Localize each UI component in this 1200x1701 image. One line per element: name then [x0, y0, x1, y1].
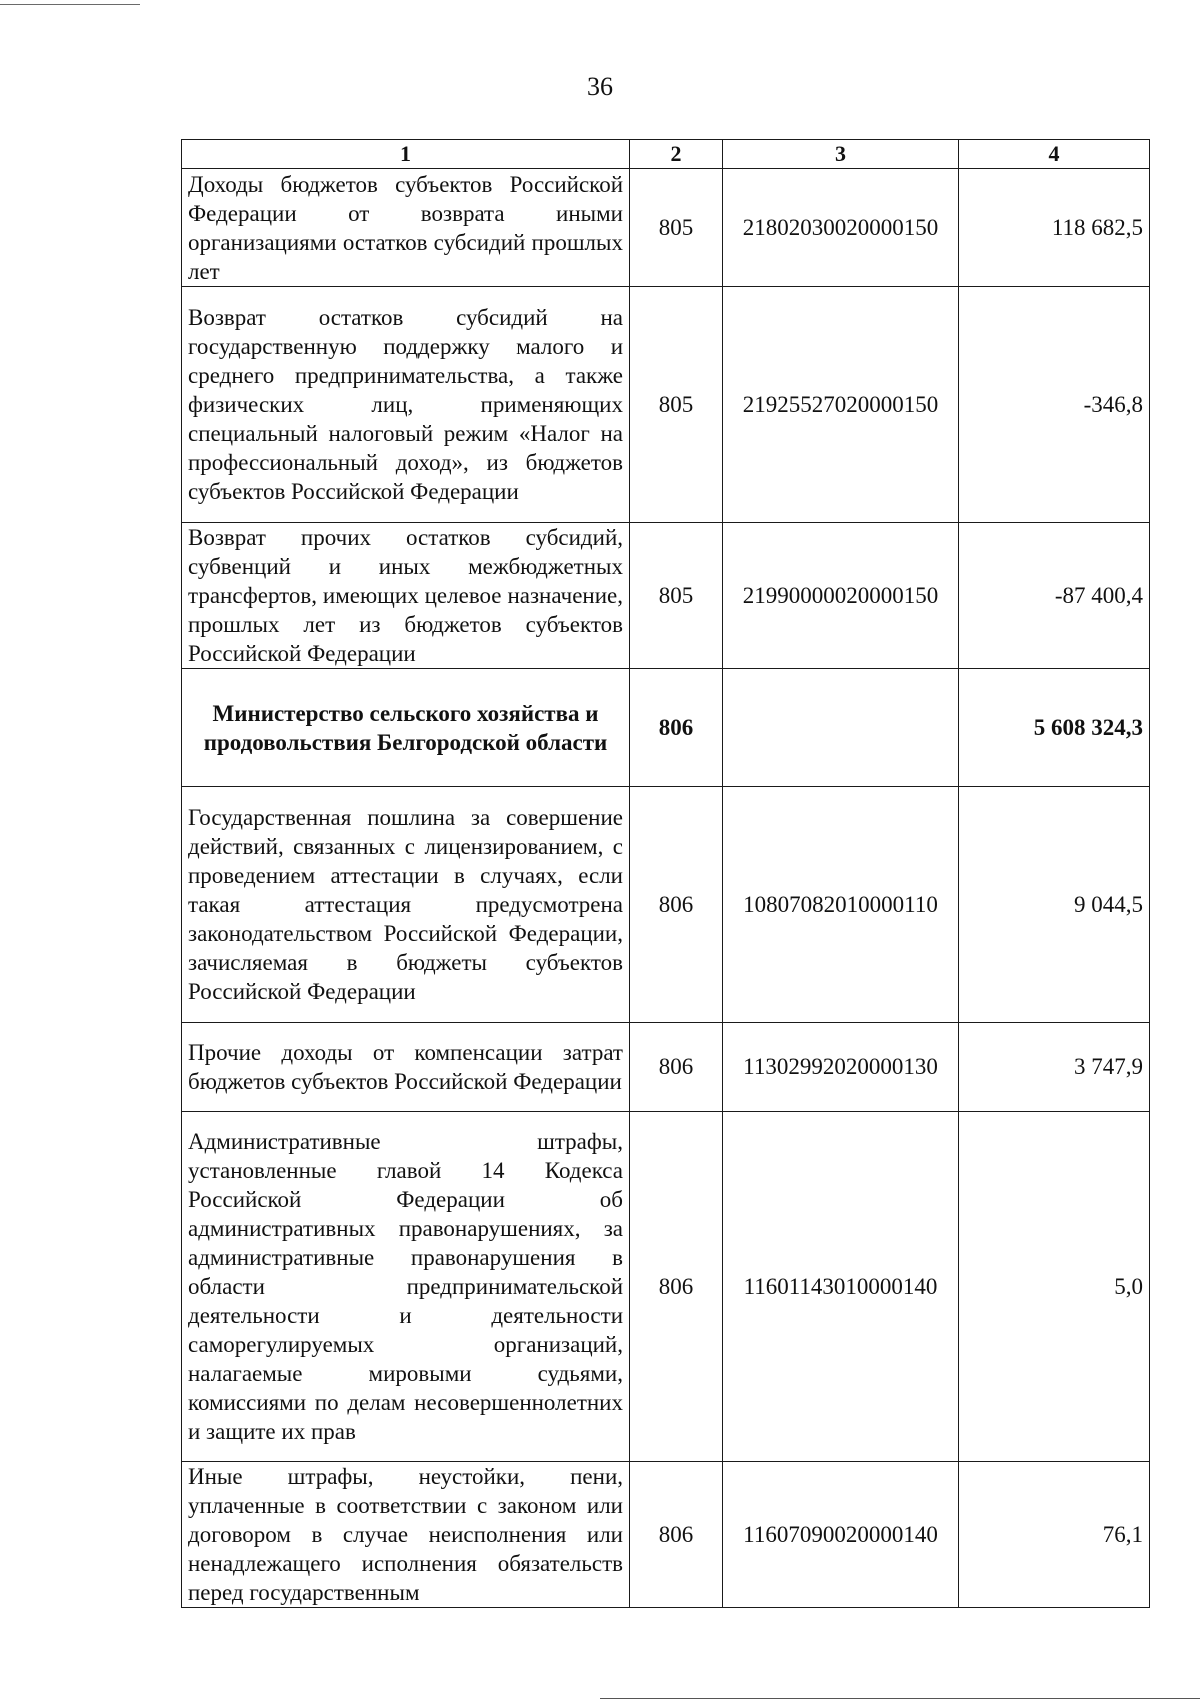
row-amount: 3 747,9	[959, 1023, 1150, 1112]
row-admin-code: 806	[630, 669, 723, 787]
row-amount: 76,1	[959, 1462, 1150, 1608]
row-description: Возврат остатков субсидий на государственную поддержку малого и среднего предпринимательства, а также физических лиц, применяющих специальный налоговый режим «Налог на профессиональный доход», из бюджетов субъектов Российской Федерации	[182, 287, 630, 523]
ministry-heading: Министерство сельского хозяйства и продовольствия Белгородской области	[182, 669, 630, 787]
row-admin-code: 805	[630, 169, 723, 287]
row-admin-code: 805	[630, 287, 723, 523]
row-kbk-code: 21990000020000150	[723, 523, 959, 669]
row-kbk-code: 11302992020000130	[723, 1023, 959, 1112]
row-kbk-code: 11607090020000140	[723, 1462, 959, 1608]
table-row	[182, 1023, 1150, 1112]
row-description: Возврат прочих остатков субсидий, субвенций и иных межбюджетных трансфертов, имеющих целевое назначение, прошлых лет из бюджетов субъектов Российской Федерации	[182, 523, 630, 669]
column-header-4: 4	[959, 140, 1150, 169]
row-description: Административные штрафы, установленные главой 14 Кодекса Российской Федерации об административных правонарушениях, за административные правонарушения в области предпринимательской деятельности и деятельности саморегулируемых организаций, налагаемые мировыми судьями, комиссиями по делам несовершеннолетних и защите их прав	[182, 1112, 630, 1462]
table-row	[182, 523, 1150, 669]
ministry-total-amount: 5 608 324,3	[959, 669, 1150, 787]
row-kbk-code: 21802030020000150	[723, 169, 959, 287]
row-admin-code: 806	[630, 1023, 723, 1112]
row-amount: 5,0	[959, 1112, 1150, 1462]
row-description: Доходы бюджетов субъектов Российской Федерации от возврата иными организациями остатков субсидий прошлых лет	[182, 169, 630, 287]
scan-edge-top	[0, 4, 140, 5]
table-row	[182, 169, 1150, 287]
row-kbk-code: 21925527020000150	[723, 287, 959, 523]
row-amount: -87 400,4	[959, 523, 1150, 669]
row-admin-code: 805	[630, 523, 723, 669]
row-amount: -346,8	[959, 287, 1150, 523]
row-amount: 9 044,5	[959, 787, 1150, 1023]
column-header-2: 2	[630, 140, 723, 169]
row-amount: 118 682,5	[959, 169, 1150, 287]
column-header-3: 3	[723, 140, 959, 169]
scan-edge-bottom	[600, 1698, 1200, 1699]
row-admin-code: 806	[630, 1112, 723, 1462]
row-kbk-code	[723, 669, 959, 787]
revenue-table	[181, 139, 1150, 1608]
row-kbk-code: 11601143010000140	[723, 1112, 959, 1462]
table-row-ministry-heading	[182, 669, 1150, 787]
row-admin-code: 806	[630, 787, 723, 1023]
table-row	[182, 1462, 1150, 1608]
table-header-row	[182, 140, 1150, 169]
page-number: 36	[587, 72, 613, 101]
row-admin-code: 806	[630, 1462, 723, 1608]
column-header-1: 1	[182, 140, 630, 169]
table-row	[182, 287, 1150, 523]
table-row	[182, 787, 1150, 1023]
row-kbk-code: 10807082010000110	[723, 787, 959, 1023]
table-row	[182, 1112, 1150, 1462]
row-description: Государственная пошлина за совершение действий, связанных с лицензированием, с проведением аттестации в случаях, если такая аттестация предусмотрена законодательством Российской Федерации, зачисляемая в бюджеты субъектов Российской Федерации	[182, 787, 630, 1023]
row-description: Прочие доходы от компенсации затрат бюджетов субъектов Российской Федерации	[182, 1023, 630, 1112]
row-description: Иные штрафы, неустойки, пени, уплаченные в соответствии с законом или договором в случае неисполнения или ненадлежащего исполнения обязательств перед государственным	[182, 1462, 630, 1608]
